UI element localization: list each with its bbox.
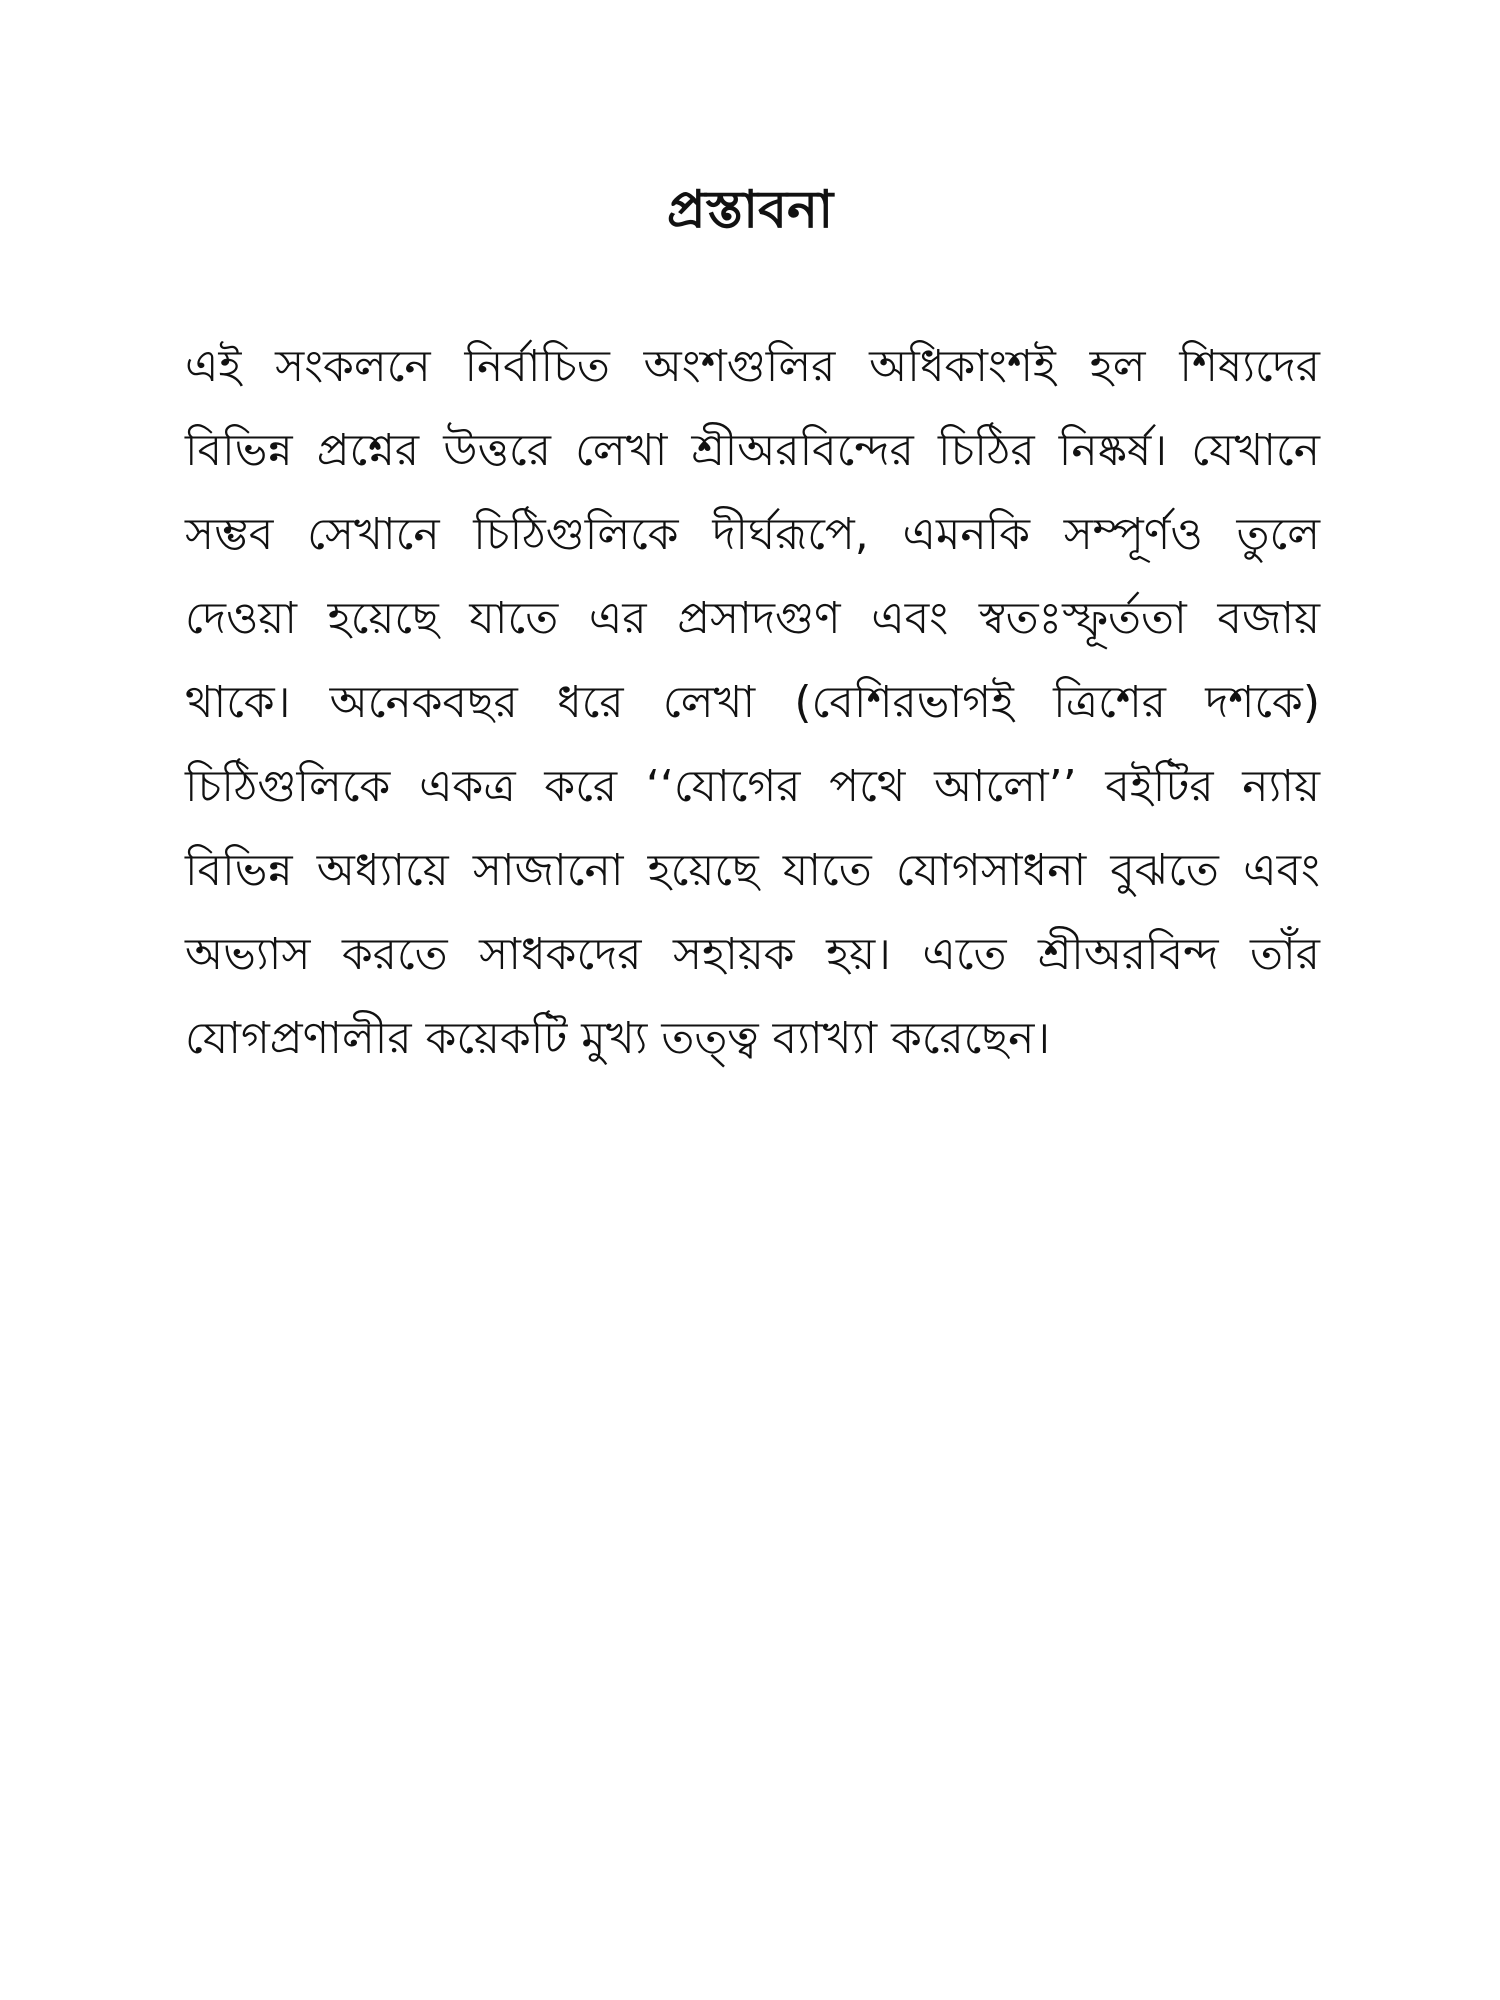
paragraph-line-8: অভ্যাস করতে সাধকদের সহায়ক হয়। এতে শ্রীঅরবিন্দ তাঁর xyxy=(185,929,1320,980)
paragraph-line-4: দেওয়া হয়েছে যাতে এর প্রসাদগুণ এবং স্বতঃস্ফূর্ততা বজায় xyxy=(185,593,1320,644)
body-paragraph xyxy=(185,325,1320,1081)
paragraph-line-1: এই সংকলনে নির্বাচিত অংশগুলির অধিকাংশই হল শিষ্যদের xyxy=(185,341,1320,392)
paragraph-line-7: বিভিন্ন অধ্যায়ে সাজানো হয়েছে যাতে যোগসাধনা বুঝতে এবং xyxy=(185,845,1320,896)
page-title: প্রস্তাবনা xyxy=(666,180,834,240)
paragraph-line-2: বিভিন্ন প্রশ্নের উত্তরে লেখা শ্রীঅরবিন্দের চিঠির নিষ্কর্ষ। যেখানে xyxy=(185,425,1320,476)
paragraph-line-5: থাকে। অনেকবছর ধরে লেখা (বেশিরভাগই ত্রিশের দশকে) xyxy=(185,677,1320,728)
paragraph-line-3: সম্ভব সেখানে চিঠিগুলিকে দীর্ঘরূপে, এমনকি সম্পূর্ণও তুলে xyxy=(185,509,1320,560)
paragraph-line-9: যোগপ্রণালীর কয়েকটি মুখ্য তত্ত্ব ব্যাখ্যা করেছেন। xyxy=(185,1013,1051,1064)
paragraph-line-6: চিঠিগুলিকে একত্র করে ‘‘যোগের পথে আলো’’ বইটির ন্যায় xyxy=(185,761,1320,812)
